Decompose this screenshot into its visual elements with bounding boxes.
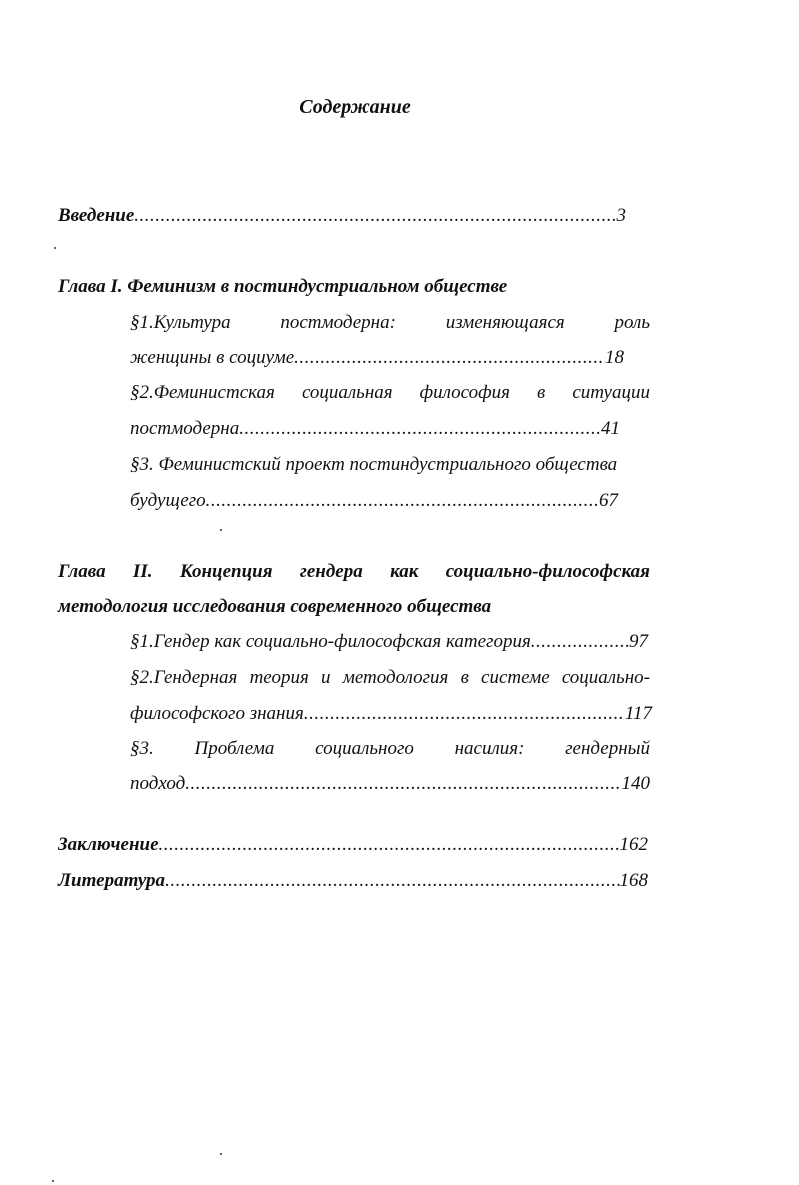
word: гендерный: [565, 738, 650, 759]
dot-leader: [206, 489, 599, 513]
dot-leader: [134, 204, 616, 228]
scan-speck: [220, 529, 222, 531]
toc-entry-literature: [58, 869, 648, 893]
toc-entry-label: женщины в социуме: [130, 347, 295, 368]
toc-entry-ch1-s2-line2: [130, 417, 620, 441]
toc-entry-label: постмодерна: [130, 418, 240, 439]
toc-entry-label: Литература: [58, 870, 166, 891]
word: изменяющаяся: [445, 312, 565, 333]
word: Концепция: [179, 561, 273, 582]
toc-entry-label: Заключение: [58, 834, 159, 855]
word: §3.: [130, 738, 154, 759]
word: социально-философская: [445, 561, 650, 582]
toc-entry-ch1-s3-line2: [130, 489, 618, 513]
word: ситуации: [572, 382, 650, 403]
scan-speck: [220, 1153, 222, 1155]
word: теория: [249, 667, 309, 688]
page-number: 18: [605, 347, 624, 368]
word: социального: [315, 738, 414, 759]
toc-entry-label: Введение: [58, 205, 135, 226]
word: Проблема: [194, 738, 275, 759]
toc-entry-intro: [58, 204, 626, 228]
page-number: 67: [599, 490, 618, 511]
page-number: 3: [616, 205, 626, 226]
word: социально-: [561, 667, 650, 688]
dot-leader: [294, 346, 605, 370]
word: §2.Феминистская: [130, 382, 275, 403]
scan-speck: [54, 247, 56, 249]
toc-entry-ch1-s1-line1: [130, 311, 650, 335]
word: гендера: [299, 561, 363, 582]
word: в: [460, 667, 469, 688]
chapter-1-heading: Глава I. Феминизм в постиндустриальном обществе: [58, 276, 508, 297]
toc-entry-conclusion: [58, 833, 648, 857]
toc-entry-ch1-s1-line2: [130, 346, 624, 370]
page-number: 140: [621, 773, 650, 794]
word: философия: [419, 382, 510, 403]
toc-entry-ch2-s3-line1: [130, 737, 650, 761]
toc-entry-label: будущего: [130, 490, 206, 511]
page-number: 168: [619, 870, 648, 891]
dot-leader: [159, 833, 620, 857]
toc-entry-label: подход: [130, 773, 186, 794]
toc-entry-ch1-s3-line1: §3. Феминистский проект постиндустриального общества: [130, 454, 618, 475]
toc-entry-ch2-s2-line2: [130, 702, 652, 726]
word: Глава: [58, 561, 106, 582]
dot-leader: [304, 702, 625, 726]
toc-entry-ch2-s1: [130, 630, 648, 654]
dot-leader: [165, 869, 619, 893]
scan-speck: [52, 1180, 54, 1182]
page-number: 41: [601, 418, 620, 439]
page-number: 97: [629, 631, 648, 652]
toc-entry-ch2-s3-line2: [130, 772, 650, 796]
word: роль: [614, 312, 650, 333]
toc-entry-ch2-s2-line1: [130, 666, 650, 690]
toc-entry-ch1-s2-line1: [130, 381, 650, 405]
dot-leader: [185, 772, 621, 796]
chapter-2-heading-line2: методология исследования современного общества: [58, 596, 492, 617]
word: насилия:: [454, 738, 525, 759]
toc-entry-label: философского знания: [130, 703, 304, 724]
chapter-2-heading-line1: [58, 560, 650, 584]
word: социальная: [301, 382, 393, 403]
page-number: 117: [624, 703, 652, 724]
word: методология: [342, 667, 449, 688]
word: в: [537, 382, 546, 403]
word: и: [321, 667, 331, 688]
page-number: 162: [619, 834, 648, 855]
dot-leader: [239, 417, 601, 441]
word: II.: [132, 561, 153, 582]
word: системе: [481, 667, 550, 688]
toc-entry-label: §1.Гендер как социально-философская категория: [130, 631, 531, 652]
word: как: [390, 561, 419, 582]
word: §1.Культура: [130, 312, 231, 333]
page-title: Содержание: [299, 96, 411, 118]
dot-leader: [531, 630, 629, 654]
word: §2.Гендерная: [130, 667, 238, 688]
word: постмодерна:: [280, 312, 396, 333]
